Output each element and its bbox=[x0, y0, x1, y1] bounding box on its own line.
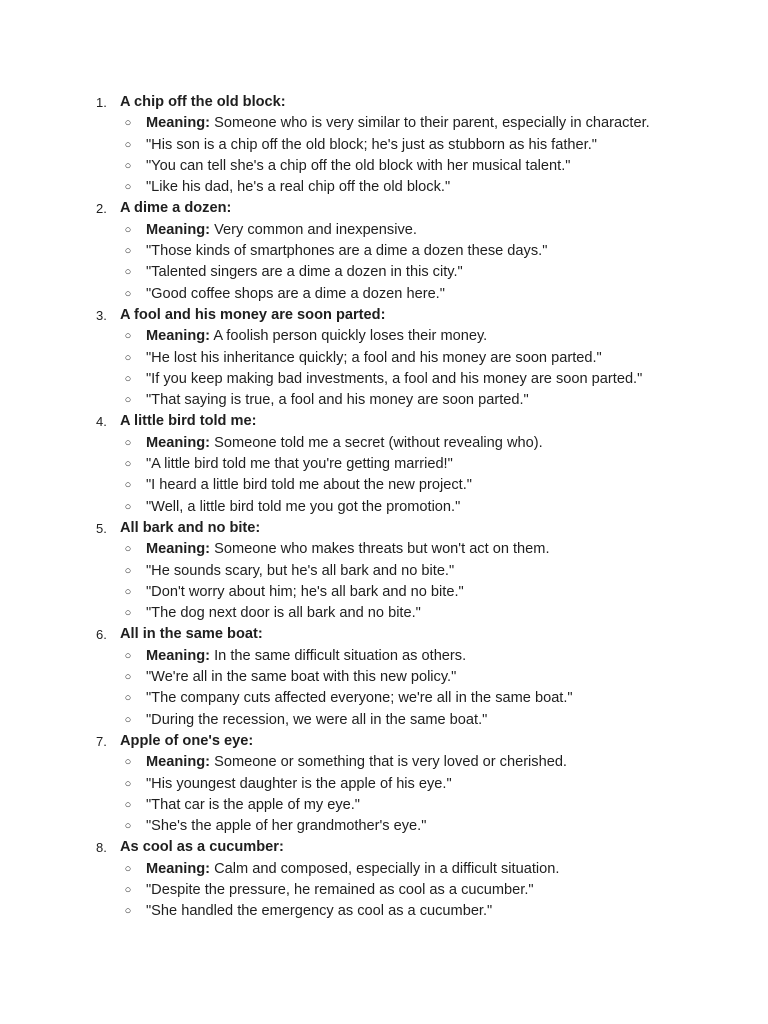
idiom-item bbox=[0, 624, 768, 730]
idiom-title-line bbox=[0, 305, 768, 326]
example-line bbox=[0, 135, 768, 156]
meaning-line bbox=[0, 220, 768, 241]
hollow-circle-bullet-icon: ○ bbox=[124, 607, 132, 620]
example-text: "She handled the emergency as cool as a cucumber." bbox=[146, 903, 493, 920]
idiom-item bbox=[0, 731, 768, 837]
meaning-line bbox=[0, 646, 768, 667]
hollow-circle-bullet-icon: ○ bbox=[124, 798, 132, 811]
idiom-item bbox=[0, 92, 768, 198]
idiom-title: All in the same boat: bbox=[120, 626, 263, 643]
hollow-circle-bullet-icon: ○ bbox=[124, 266, 132, 279]
hollow-circle-bullet-icon: ○ bbox=[124, 479, 132, 492]
meaning-line bbox=[0, 326, 768, 347]
example-line bbox=[0, 262, 768, 283]
idiom-title: A little bird told me: bbox=[120, 413, 257, 430]
idiom-number: 6. bbox=[96, 627, 107, 643]
example-text: "That saying is true, a fool and his money are soon parted." bbox=[146, 392, 529, 409]
meaning-label: Meaning: bbox=[146, 860, 211, 877]
example-line bbox=[0, 156, 768, 177]
example-text: "Like his dad, he's a real chip off the old block." bbox=[146, 179, 451, 196]
meaning-line bbox=[0, 859, 768, 880]
example-line bbox=[0, 795, 768, 816]
hollow-circle-bullet-icon: ○ bbox=[124, 458, 132, 471]
idiom-title-line bbox=[0, 92, 768, 113]
example-text: "She's the apple of her grandmother's eye." bbox=[146, 818, 427, 835]
example-line bbox=[0, 710, 768, 731]
hollow-circle-bullet-icon: ○ bbox=[124, 372, 132, 385]
example-text: "Those kinds of smartphones are a dime a dozen these days." bbox=[146, 243, 548, 260]
hollow-circle-bullet-icon: ○ bbox=[124, 756, 132, 769]
meaning-label: Meaning: bbox=[146, 221, 211, 238]
idiom-title-line bbox=[0, 837, 768, 858]
hollow-circle-bullet-icon: ○ bbox=[124, 671, 132, 684]
meaning-label: Meaning: bbox=[146, 541, 211, 558]
example-line bbox=[0, 241, 768, 262]
idiom-title: Apple of one's eye: bbox=[120, 732, 254, 749]
example-text: "His son is a chip off the old block; he's just as stubborn as his father." bbox=[146, 136, 597, 153]
example-line bbox=[0, 475, 768, 496]
idiom-title: A dime a dozen: bbox=[120, 200, 232, 217]
meaning-text: Someone told me a secret (without revealing who). bbox=[214, 434, 543, 451]
meaning-text: Someone who is very similar to their parent, especially in character. bbox=[214, 115, 650, 132]
idiom-title: A chip off the old block: bbox=[120, 94, 286, 110]
example-text: "Don't worry about him; he's all bark and no bite." bbox=[146, 583, 464, 600]
idiom-title-line bbox=[0, 624, 768, 645]
meaning-line bbox=[0, 539, 768, 560]
meaning-line bbox=[0, 113, 768, 134]
meaning-label: Meaning: bbox=[146, 434, 211, 451]
hollow-circle-bullet-icon: ○ bbox=[124, 820, 132, 833]
meaning-label: Meaning: bbox=[146, 754, 211, 771]
example-line bbox=[0, 582, 768, 603]
example-line bbox=[0, 816, 768, 837]
hollow-circle-bullet-icon: ○ bbox=[124, 287, 132, 300]
meaning-text: Someone who makes threats but won't act on them. bbox=[214, 541, 550, 558]
idiom-number: 2. bbox=[96, 201, 107, 217]
example-text: "Good coffee shops are a dime a dozen here." bbox=[146, 285, 445, 302]
example-line bbox=[0, 454, 768, 475]
idiom-title: As cool as a cucumber: bbox=[120, 839, 284, 856]
hollow-circle-bullet-icon: ○ bbox=[124, 351, 132, 364]
hollow-circle-bullet-icon: ○ bbox=[124, 777, 132, 790]
idiom-number: 3. bbox=[96, 307, 107, 323]
example-text: "He lost his inheritance quickly; a fool and his money are soon parted." bbox=[146, 349, 602, 366]
hollow-circle-bullet-icon: ○ bbox=[124, 245, 132, 258]
hollow-circle-bullet-icon: ○ bbox=[124, 905, 132, 918]
example-text: "If you keep making bad investments, a fool and his money are soon parted." bbox=[146, 370, 643, 387]
example-text: "Despite the pressure, he remained as cool as a cucumber." bbox=[146, 881, 534, 898]
idiom-number: 8. bbox=[96, 840, 107, 856]
hollow-circle-bullet-icon: ○ bbox=[124, 117, 132, 130]
idiom-title-line bbox=[0, 518, 768, 539]
hollow-circle-bullet-icon: ○ bbox=[124, 436, 132, 449]
idiom-item bbox=[0, 518, 768, 624]
example-line bbox=[0, 284, 768, 305]
example-line bbox=[0, 497, 768, 518]
example-text: "His youngest daughter is the apple of his eye." bbox=[146, 775, 452, 792]
example-text: "I heard a little bird told me about the new project." bbox=[146, 477, 472, 494]
example-line bbox=[0, 901, 768, 922]
idiom-list bbox=[0, 92, 768, 923]
hollow-circle-bullet-icon: ○ bbox=[124, 883, 132, 896]
example-text: "That car is the apple of my eye." bbox=[146, 796, 360, 813]
example-text: "He sounds scary, but he's all bark and no bite." bbox=[146, 562, 455, 579]
hollow-circle-bullet-icon: ○ bbox=[124, 713, 132, 726]
example-line bbox=[0, 561, 768, 582]
example-text: "We're all in the same boat with this new policy." bbox=[146, 669, 457, 686]
example-text: "Talented singers are a dime a dozen in this city." bbox=[146, 264, 463, 281]
example-text: "The company cuts affected everyone; we're all in the same boat." bbox=[146, 690, 573, 707]
example-text: "A little bird told me that you're getting married!" bbox=[146, 456, 453, 473]
example-line bbox=[0, 390, 768, 411]
example-line bbox=[0, 688, 768, 709]
meaning-text: In the same difficult situation as others. bbox=[214, 647, 467, 664]
idiom-item bbox=[0, 837, 768, 922]
example-text: "Well, a little bird told me you got the promotion." bbox=[146, 498, 461, 515]
hollow-circle-bullet-icon: ○ bbox=[124, 330, 132, 343]
hollow-circle-bullet-icon: ○ bbox=[124, 138, 132, 151]
example-line bbox=[0, 177, 768, 198]
meaning-line bbox=[0, 433, 768, 454]
meaning-text: Someone or something that is very loved or cherished. bbox=[214, 754, 567, 771]
hollow-circle-bullet-icon: ○ bbox=[124, 862, 132, 875]
hollow-circle-bullet-icon: ○ bbox=[124, 543, 132, 556]
idiom-item bbox=[0, 305, 768, 411]
example-line bbox=[0, 369, 768, 390]
meaning-label: Meaning: bbox=[146, 115, 211, 132]
meaning-line bbox=[0, 752, 768, 773]
hollow-circle-bullet-icon: ○ bbox=[124, 181, 132, 194]
hollow-circle-bullet-icon: ○ bbox=[124, 500, 132, 513]
hollow-circle-bullet-icon: ○ bbox=[124, 692, 132, 705]
hollow-circle-bullet-icon: ○ bbox=[124, 223, 132, 236]
example-line bbox=[0, 348, 768, 369]
example-line bbox=[0, 774, 768, 795]
hollow-circle-bullet-icon: ○ bbox=[124, 394, 132, 407]
example-line bbox=[0, 603, 768, 624]
meaning-text: Calm and composed, especially in a difficult situation. bbox=[214, 860, 560, 877]
meaning-label: Meaning: bbox=[146, 647, 211, 664]
idiom-number: 7. bbox=[96, 733, 107, 749]
idiom-item bbox=[0, 411, 768, 517]
meaning-text: A foolish person quickly loses their money. bbox=[213, 328, 488, 345]
example-text: "You can tell she's a chip off the old block with her musical talent." bbox=[146, 157, 571, 174]
idiom-number: 5. bbox=[96, 520, 107, 536]
idiom-title: A fool and his money are soon parted: bbox=[120, 306, 386, 323]
example-line bbox=[0, 667, 768, 688]
idiom-title-line bbox=[0, 731, 768, 752]
example-line bbox=[0, 880, 768, 901]
example-text: "During the recession, we were all in the same boat." bbox=[146, 711, 488, 728]
idiom-number: 1. bbox=[96, 95, 107, 110]
hollow-circle-bullet-icon: ○ bbox=[124, 649, 132, 662]
example-text: "The dog next door is all bark and no bite." bbox=[146, 605, 421, 622]
hollow-circle-bullet-icon: ○ bbox=[124, 159, 132, 172]
idiom-title-line bbox=[0, 198, 768, 219]
hollow-circle-bullet-icon: ○ bbox=[124, 564, 132, 577]
hollow-circle-bullet-icon: ○ bbox=[124, 585, 132, 598]
idiom-title-line bbox=[0, 411, 768, 432]
meaning-label: Meaning: bbox=[146, 328, 211, 345]
idiom-item bbox=[0, 198, 768, 304]
meaning-text: Very common and inexpensive. bbox=[214, 221, 417, 238]
idiom-number: 4. bbox=[96, 414, 107, 430]
idiom-title: All bark and no bite: bbox=[120, 519, 261, 536]
